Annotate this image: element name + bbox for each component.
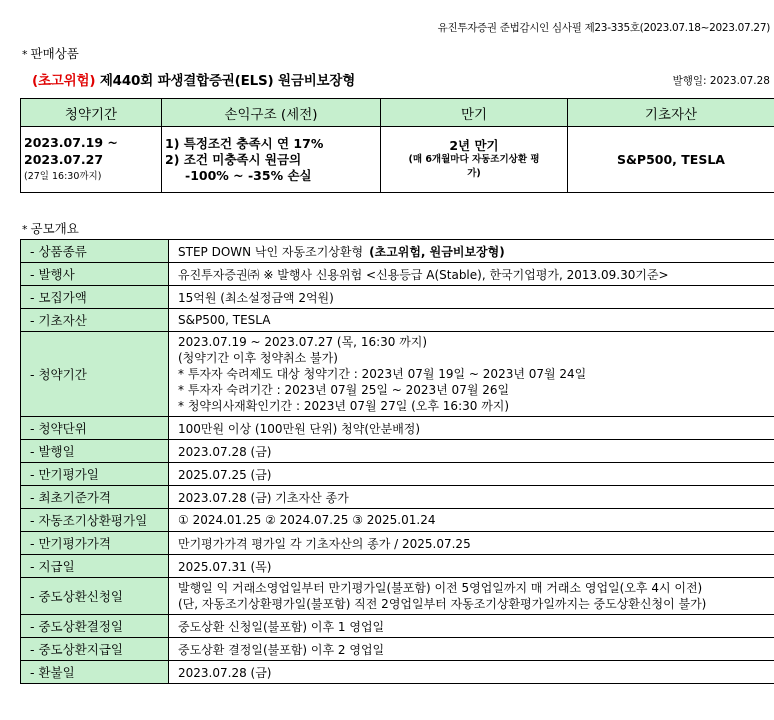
header-profit-loss: 손익구조 (세전) <box>162 99 381 127</box>
overview-label: - 모집가액 <box>21 286 169 309</box>
overview-label: - 만기평가일 <box>21 463 169 486</box>
overview-value-text: 15억원 (최소설정금액 2억원) <box>178 290 334 305</box>
overview-value-text: 2025.07.25 (금) <box>178 467 272 482</box>
period-line: 2023.07.27 <box>24 152 104 167</box>
overview-value-text: 중도상환 결정일(불포함) 이후 2 영업일 <box>178 642 385 657</box>
overview-value <box>169 263 774 286</box>
product-title <box>32 69 355 89</box>
overview-value-text: ① 2024.01.25 ② 2024.07.25 ③ 2025.01.24 <box>178 513 436 527</box>
overview-value-line: * 청약의사재확인기간 : 2023년 07월 27일 (오후 16:30 까지) <box>178 399 510 413</box>
overview-value-text: 2023.07.28 (금) 기초자산 종가 <box>178 490 349 505</box>
overview-value-line: (단, 자동조기상환평가일(불포함) 직전 2영업일부터 자동조기상환평가일까지는 중도상환신청이 불가) <box>178 597 707 611</box>
overview-label: - 최초기준가격 <box>21 486 169 509</box>
overview-value <box>169 332 774 417</box>
overview-value-line: 2023.07.19 ~ 2023.07.27 (목, 16:30 까지) <box>178 335 428 349</box>
issue-date: 발행일: 2023.07.28 <box>672 75 770 87</box>
overview-label: - 지급일 <box>21 555 169 578</box>
overview-row <box>21 638 774 661</box>
overview-value-text: S&P500, TESLA <box>178 313 271 327</box>
overview-value-line: (청약기간 이후 청약취소 불가) <box>178 351 338 365</box>
pnl-line: 1) 특정조건 충족시 연 17% <box>165 135 324 151</box>
product-name: 제440회 파생결합증권(ELS) 원금비보장형 <box>99 73 356 89</box>
overview-label: - 상품종류 <box>21 240 169 263</box>
overview-value-line: 발행일 익 거래소영업일부터 만기평가일(불포함) 이전 5영업일까지 매 거래소 영업일(오후 4시 이전) <box>178 581 703 595</box>
overview-value <box>169 615 774 638</box>
summary-underlying-cell: S&P500, TESLA <box>568 127 774 193</box>
period-line: 2023.07.19 ~ <box>24 135 118 150</box>
summary-pnl-cell <box>162 127 381 193</box>
overview-value <box>169 486 774 509</box>
overview-value <box>169 240 774 263</box>
pnl-line: 2) 조건 미충족시 원금의 <box>165 151 302 167</box>
overview-value-line: * 투자자 숙려제도 대상 청약기간 : 2023년 07월 19일 ~ 2023년 07월 24일 <box>178 367 587 381</box>
header-maturity: 만기 <box>381 99 568 127</box>
overview-label: - 청약단위 <box>21 417 169 440</box>
overview-value-text: 2025.07.31 (목) <box>178 559 272 574</box>
overview-value-text: 만기평가가격 평가일 각 기초자산의 종가 / 2025.07.25 <box>178 536 471 551</box>
section-title-text: 공모개요 <box>30 221 79 236</box>
header-subscription-period: 청약기간 <box>21 99 162 127</box>
overview-value <box>169 555 774 578</box>
overview-value <box>169 638 774 661</box>
section-title-products <box>22 44 79 62</box>
overview-label: - 환불일 <box>21 661 169 684</box>
bullet-star-icon: * <box>22 223 28 236</box>
overview-row <box>21 509 774 532</box>
summary-table <box>20 98 774 193</box>
maturity-line: 2년 만기 <box>449 137 499 153</box>
summary-period-cell <box>21 127 162 193</box>
summary-maturity-cell <box>381 127 568 193</box>
overview-table <box>20 239 774 684</box>
overview-row <box>21 309 774 332</box>
header-underlying: 기초자산 <box>568 99 774 127</box>
overview-row <box>21 615 774 638</box>
maturity-note: 가) <box>467 167 481 179</box>
period-note: (27일 16:30까지) <box>24 171 102 182</box>
overview-label: - 중도상환결정일 <box>21 615 169 638</box>
summary-header-row <box>21 99 774 127</box>
overview-row <box>21 486 774 509</box>
overview-value-text: 중도상환 신청일(불포함) 이후 1 영업일 <box>178 619 385 634</box>
overview-row <box>21 240 774 263</box>
overview-row <box>21 263 774 286</box>
overview-value <box>169 463 774 486</box>
overview-row <box>21 661 774 684</box>
section-title-text: 판매상품 <box>30 46 79 61</box>
overview-value-text: 2023.07.28 (금) <box>178 444 272 459</box>
bullet-star-icon: * <box>22 48 28 61</box>
overview-label: - 청약기간 <box>21 332 169 417</box>
overview-label: - 만기평가가격 <box>21 532 169 555</box>
overview-row <box>21 417 774 440</box>
overview-value-emphasis: (초고위험, 원금비보장형) <box>369 244 505 259</box>
overview-row <box>21 440 774 463</box>
summary-row <box>21 127 774 193</box>
risk-label: (초고위험) <box>32 73 96 89</box>
overview-value <box>169 661 774 684</box>
maturity-note: (매 6개월마다 자동조기상환 평 <box>408 153 540 165</box>
overview-value-line: * 투자자 숙려기간 : 2023년 07월 25일 ~ 2023년 07월 26일 <box>178 383 510 397</box>
pnl-line: -100% ~ -35% 손실 <box>185 167 312 183</box>
overview-label: - 자동조기상환평가일 <box>21 509 169 532</box>
overview-value <box>169 578 774 615</box>
overview-label: - 발행일 <box>21 440 169 463</box>
compliance-note: 유진투자증권 준법감시인 심사필 제23-335호(2023.07.18~2023.07.27) <box>437 22 770 34</box>
overview-value <box>169 417 774 440</box>
section-title-overview <box>22 219 79 237</box>
overview-row <box>21 332 774 417</box>
overview-value <box>169 509 774 532</box>
overview-row <box>21 463 774 486</box>
overview-label: - 발행사 <box>21 263 169 286</box>
overview-value <box>169 309 774 332</box>
overview-value <box>169 440 774 463</box>
overview-value <box>169 286 774 309</box>
overview-value-text: 유진투자증권㈜ ※ 발행사 신용위험 <신용등급 A(Stable), 한국기업평가, 2013.09.30기준> <box>178 267 669 282</box>
overview-value-text: 100만원 이상 (100만원 단위) 청약(안분배정) <box>178 421 421 436</box>
overview-label: - 중도상환지급일 <box>21 638 169 661</box>
overview-value-text: STEP DOWN 낙인 자동조기상환형 <box>178 244 364 259</box>
overview-row <box>21 532 774 555</box>
overview-row <box>21 286 774 309</box>
overview-label: - 중도상환신청일 <box>21 578 169 615</box>
overview-value <box>169 532 774 555</box>
overview-label: - 기초자산 <box>21 309 169 332</box>
overview-row <box>21 555 774 578</box>
overview-value-text: 2023.07.28 (금) <box>178 665 272 680</box>
overview-row <box>21 578 774 615</box>
